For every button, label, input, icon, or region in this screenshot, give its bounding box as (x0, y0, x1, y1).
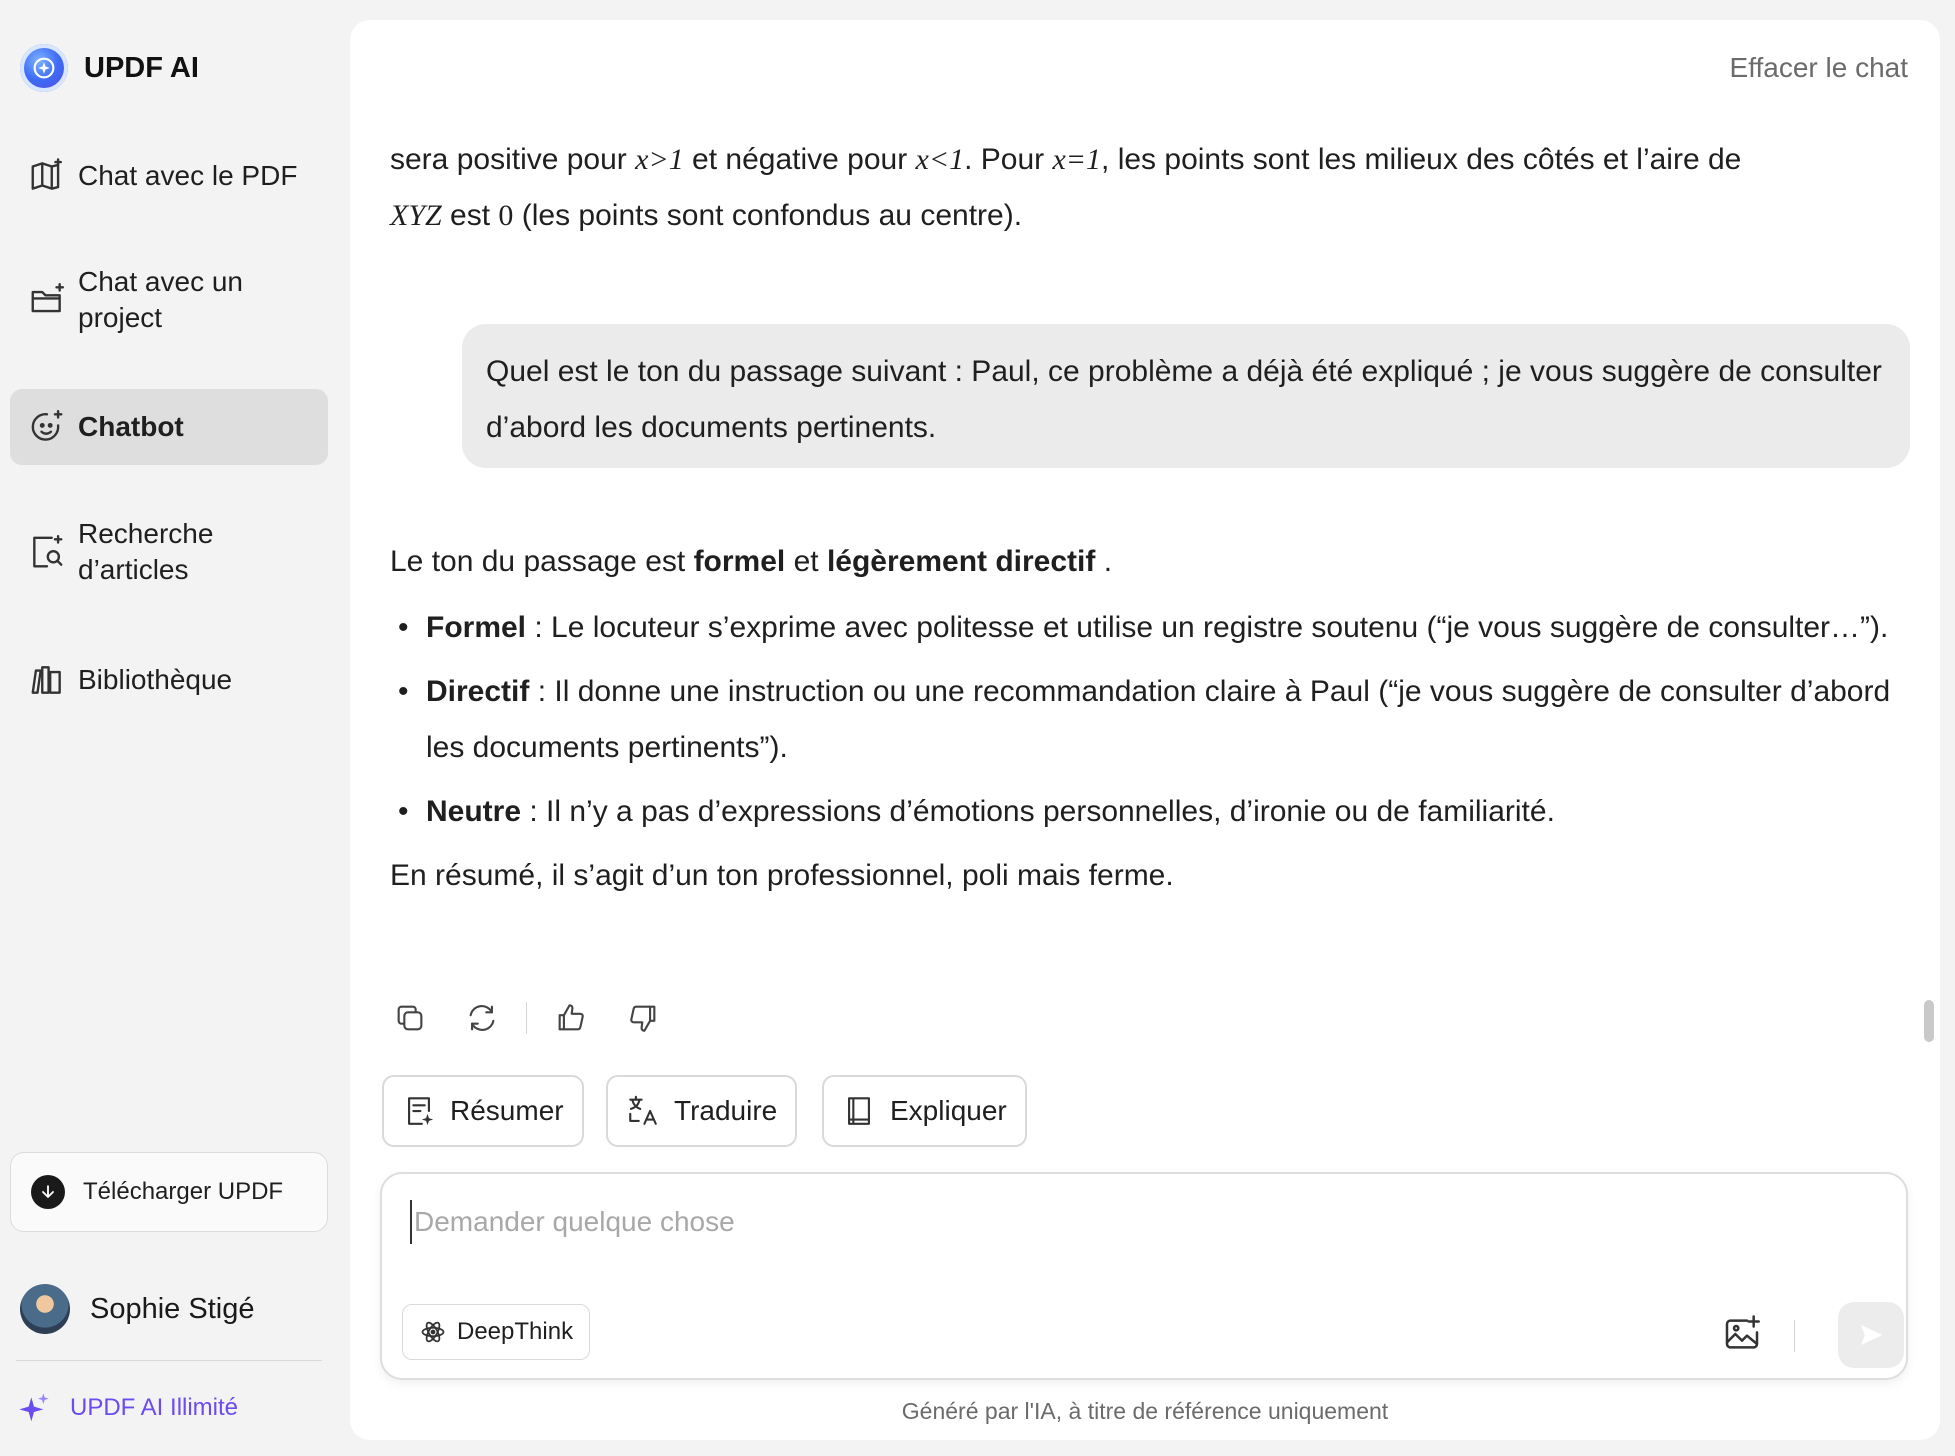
bold-term: Formel (426, 611, 527, 644)
divider (526, 1002, 527, 1034)
brand (20, 44, 199, 92)
translate-label: Traduire (674, 1095, 778, 1126)
sidebar-item-label: Chat avec un project (78, 266, 243, 333)
sidebar-item-label: Chat avec le PDF (78, 160, 298, 191)
download-updf-button[interactable] (10, 1152, 328, 1232)
math-expression: 0 (498, 199, 514, 232)
image-sparkle-icon (1722, 1314, 1762, 1354)
message-composer (380, 1172, 1908, 1380)
summarize-label: Résumer (450, 1095, 564, 1126)
sidebar (0, 0, 340, 1456)
divider (16, 1360, 322, 1361)
math-expression: x=1 (1052, 143, 1102, 176)
text: et (785, 545, 827, 578)
sidebar-item-chatbot[interactable] (10, 389, 328, 465)
book-sparkle-icon (28, 157, 66, 195)
answer-bullet-list (390, 600, 1910, 840)
text: . (1095, 545, 1113, 578)
chatbot-face-icon (28, 408, 66, 446)
sparkle-icon (18, 1392, 50, 1424)
search-document-icon (28, 533, 66, 571)
download-label: Télécharger UPDF (83, 1178, 284, 1205)
copy-icon (393, 1001, 427, 1035)
translate-icon (626, 1094, 660, 1128)
text: Le ton du passage est (390, 545, 694, 578)
thumbs-up-icon (554, 1001, 588, 1035)
explain-button[interactable] (822, 1075, 1027, 1147)
app-name: UPDF AI (84, 51, 199, 84)
assistant-answer (390, 534, 1910, 904)
previous-answer-line-2 (390, 188, 1900, 244)
book-icon (842, 1094, 876, 1128)
sidebar-item-chat-pdf[interactable] (10, 148, 328, 204)
divider (1794, 1320, 1795, 1352)
library-icon (28, 661, 66, 699)
sidebar-item-label: Chatbot (78, 411, 184, 442)
thumbs-down-icon (626, 1001, 660, 1035)
download-icon (31, 1175, 65, 1209)
bold-term: formel (693, 545, 786, 578)
upgrade-link[interactable] (18, 1392, 238, 1424)
math-expression: x>1 (635, 143, 684, 176)
translate-button[interactable] (606, 1075, 797, 1147)
sidebar-item-bibliotheque[interactable] (10, 652, 328, 708)
text: sera positive pour (390, 143, 636, 176)
refresh-icon (465, 1001, 499, 1035)
summarize-icon (402, 1094, 436, 1128)
ai-disclaimer: Généré par l'IA, à titre de référence uniquement (901, 1398, 1389, 1424)
thumbs-up-button[interactable] (551, 998, 591, 1038)
sidebar-item-recherche[interactable] (10, 512, 328, 592)
deepthink-toggle[interactable] (402, 1304, 590, 1360)
text: (les points sont confondus au centre). (513, 199, 1023, 232)
upgrade-label: UPDF AI Illimité (70, 1394, 239, 1421)
answer-summary: En résumé, il s’agit d’un ton professionnel, poli mais ferme. (390, 859, 1174, 892)
avatar (20, 1284, 70, 1334)
folder-sparkle-icon (28, 281, 66, 319)
sidebar-item-label: Bibliothèque (78, 664, 233, 695)
text: : Le locuteur s’exprime avec politesse et utilise un registre soutenu (“je vous suggère de consulter…”). (526, 611, 1889, 644)
text: . Pour (964, 143, 1053, 176)
previous-answer-tail (390, 132, 1900, 244)
regenerate-button[interactable] (462, 998, 502, 1038)
text: est (441, 199, 499, 232)
math-expression: XYZ (390, 199, 442, 232)
bold-term: Neutre (426, 795, 522, 828)
atom-icon (419, 1318, 447, 1346)
thumbs-down-button[interactable] (623, 998, 663, 1038)
math-expression: x<1 (915, 143, 965, 176)
text: , les points sont les milieux des côtés et l’aire de (1101, 143, 1742, 176)
list-item (390, 664, 1910, 776)
summarize-button[interactable] (382, 1075, 584, 1147)
sidebar-item-chat-project[interactable] (10, 260, 328, 340)
updf-logo-icon (20, 44, 68, 92)
message-input[interactable] (410, 1200, 1710, 1244)
sidebar-item-label: Recherche d’articles (78, 518, 214, 585)
copy-button[interactable] (390, 998, 430, 1038)
list-item (390, 600, 1910, 656)
scrollbar[interactable] (1924, 1000, 1934, 1042)
list-item (390, 784, 1910, 840)
send-button[interactable] (1838, 1302, 1904, 1368)
send-icon (1856, 1320, 1886, 1350)
chat-panel (350, 20, 1940, 1440)
image-upload-button[interactable] (1722, 1314, 1762, 1354)
bold-term: légèrement directif (826, 545, 1096, 578)
text: et négative pour (683, 143, 916, 176)
user-message-bubble: Quel est le ton du passage suivant : Paul, ce problème a déjà été expliqué ; je vous suggère de consulter d’abord les documents pertinents. (462, 324, 1910, 468)
user-name: Sophie Stigé (90, 1292, 255, 1325)
previous-answer-line-1 (390, 132, 1900, 188)
explain-label: Expliquer (890, 1095, 1007, 1126)
text: : Il n’y a pas d’expressions d’émotions personnelles, d’ironie ou de familiarité. (521, 795, 1555, 828)
clear-chat-button[interactable]: Effacer le chat (1729, 52, 1908, 83)
answer-actions (390, 998, 695, 1038)
answer-intro (390, 534, 1910, 590)
text: : Il donne une instruction ou une recommandation claire à Paul (“je vous suggère de consulter d’abord les documents pertinents”). (426, 675, 1891, 764)
user-profile[interactable] (20, 1284, 254, 1334)
deepthink-label: DeepThink (457, 1318, 574, 1345)
bold-term: Directif (426, 675, 530, 708)
